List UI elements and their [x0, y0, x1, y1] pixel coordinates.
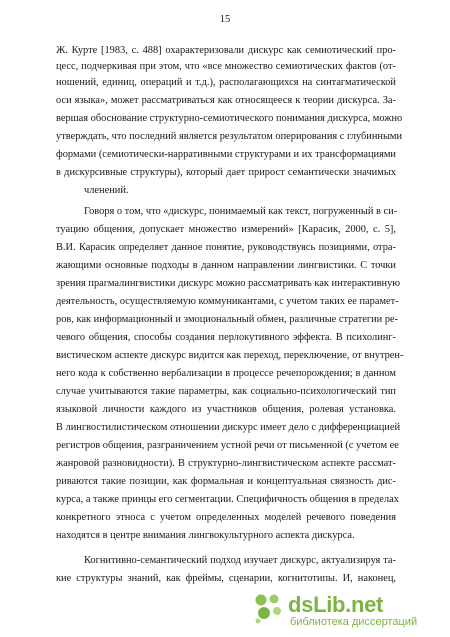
- text-line: находятся в центре внимания лингвокультурного аспекта дискурса.: [56, 530, 355, 541]
- text-line: Когнитивно-семантический подход изучает дискурс, актуализируя та-: [84, 555, 396, 566]
- text-line: жанровой разновидности). В структурно-лингвистическом аспекте рассмат-: [56, 458, 396, 469]
- text-line: чевого общения, способы создания перлокутивного эффекта. В психолинг-: [56, 332, 396, 343]
- text-line: цесс, подчеркивая при этом, что «все множество семиотических фактов (от-: [56, 61, 396, 72]
- text-line: В.И. Карасик определяет данное понятие, руководствуясь позициями, отра-: [56, 242, 396, 253]
- text-line: вершая обоснование структурно-семиотического понимания дискурса, можно: [56, 113, 403, 124]
- text-line: ношений, единиц, операций и т.д.), располагающихся на синтагматической: [56, 77, 396, 88]
- text-line: членений.: [84, 185, 129, 196]
- text-line: туацию общения, допускает множество измерений» [Карасик, 2000, с. 5],: [56, 224, 396, 235]
- text-line: вистическом аспекте дискурс видится как переход, переключение, от внутрен-: [56, 350, 404, 361]
- text-line: ров, как информационный и эмоциональный обмен, различные стратегии ре-: [56, 314, 399, 325]
- text-line: в дискурсивные структуры), который дает прирост семантически значимых: [56, 167, 396, 178]
- text-line: жающими основные подходы в данном направлении лингвистики. С точки: [56, 260, 396, 271]
- dslib-watermark: [252, 591, 442, 631]
- watermark-brand-main: dsLib: [288, 592, 346, 617]
- text-line: конкретного этноса с учетом определенных моделей речевого поведения: [56, 512, 396, 523]
- text-line: него кода к собственно вербализации в процессе речепорождения; в данном: [56, 368, 396, 379]
- text-line: риваются такие позиции, как формальная и концептуальная связность дис-: [56, 476, 396, 487]
- text-line: случае учитываются такие параметры, как социально-психологический тип: [56, 386, 396, 397]
- text-line: В лингвостилистическом отношении дискурс имеет дело с дифференциацией: [56, 422, 401, 433]
- text-line: языковой личности каждого из участников общения, ролевая установка.: [56, 404, 396, 415]
- text-line: формами (семиотически-нарративными структурами и их трансформациями: [56, 149, 396, 160]
- dslib-logo-icon: [252, 591, 286, 625]
- watermark-brand: [288, 592, 383, 618]
- text-line: Ж. Курте [1983, с. 488] охарактеризовали дискурс как семиотический про-: [56, 45, 396, 56]
- text-line: утверждать, что последний является результатом оперирования с глубинными: [56, 131, 403, 142]
- watermark-brand-tld: .net: [345, 592, 384, 617]
- page-number: 15: [219, 14, 231, 25]
- text-line: регистров общения, разграничением устной речи от письменной (с учетом ее: [56, 440, 399, 451]
- text-line: курса, а также принцы его сегментации. Специфичность общения в пределах: [56, 494, 399, 505]
- watermark-subtitle: библиотека диссертаций: [290, 616, 418, 628]
- text-line: кие структуры знаний, как фреймы, сценарии, когнитотипы. И, наконец,: [56, 573, 396, 584]
- text-line: Говоря о том, что «дискурс, понимаемый как текст, погруженный в си-: [84, 206, 398, 217]
- text-line: зрения прагмалингвистики дискурс можно рассматривать как интерактивную: [56, 278, 401, 289]
- text-line: деятельность, осуществляемую коммуникантами, с учетом таких ее парамет-: [56, 296, 399, 307]
- text-line: оси языка», может рассматриваться как относящееся к теории дискурса. За-: [56, 95, 396, 106]
